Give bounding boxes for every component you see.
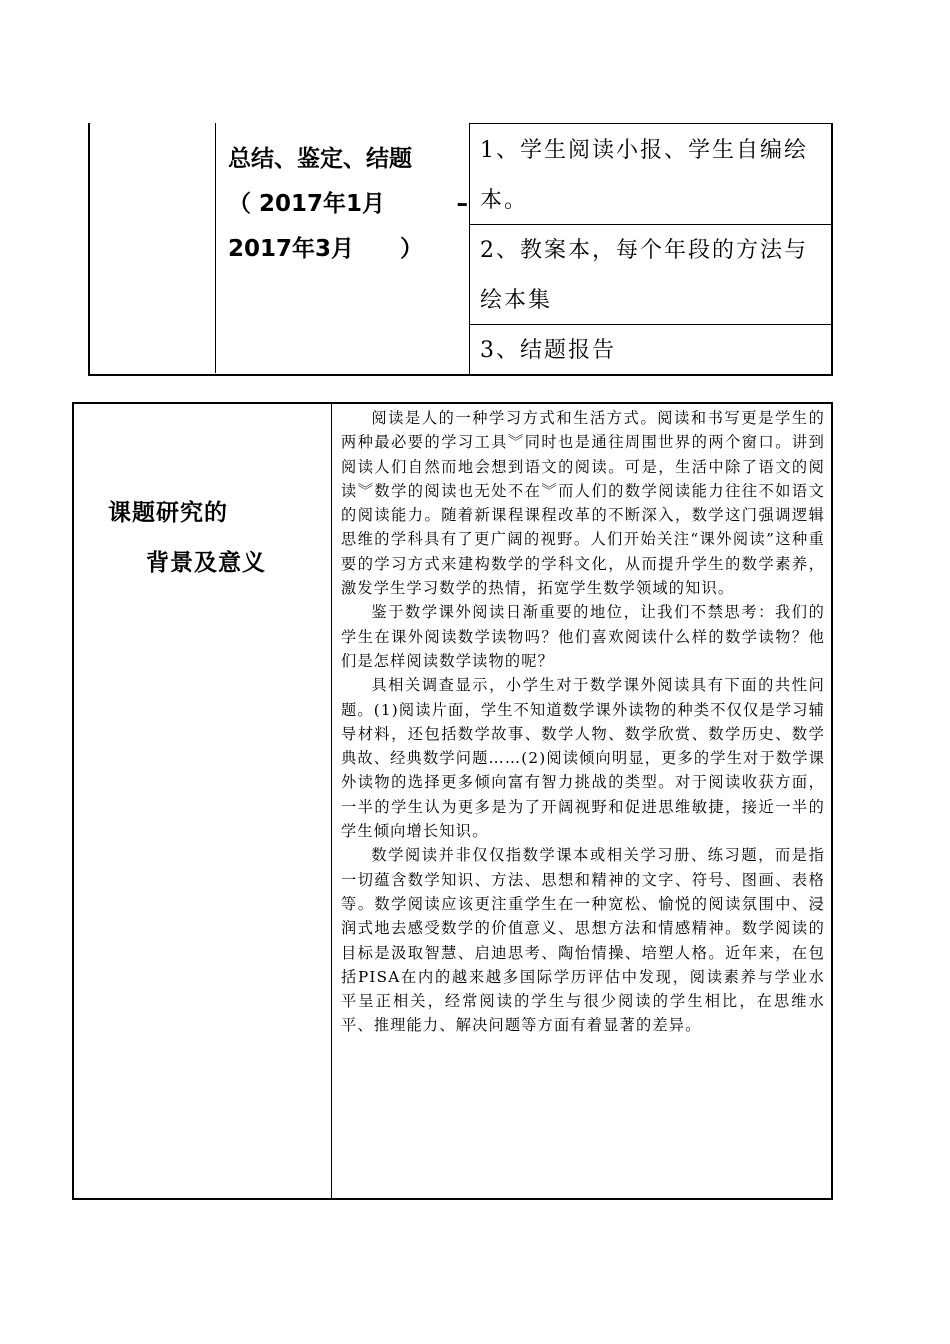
section-label-line2: 背景及意义	[146, 550, 266, 576]
table-column-divider	[331, 404, 332, 1198]
table-border-left	[88, 123, 90, 376]
phase-date-dash: –	[456, 191, 468, 217]
phase-start-date: （ 2017年1月	[228, 191, 386, 217]
plan-table	[88, 123, 833, 376]
phase-end-date: 2017年3月 ）	[228, 236, 424, 262]
table-border-col1	[215, 123, 216, 373]
phase-title: 总结、鉴定、结题	[228, 146, 412, 172]
table-border-right	[831, 123, 833, 376]
result-item: 2、教案本，每个年段的方法与绘本集	[480, 238, 808, 313]
section-label-line1: 课题研究的	[108, 500, 228, 526]
paragraph: 阅读是人的一种学习方式和生活方式。阅读和书写更是学生的两种最必要的学习工具︾同时也是通往周围世界的两个窗口。讲到阅读人们自然而地会想到语文的阅读。可是，生活中除了语文的阅读︾数学的阅读也无处不在︾而人们的数学阅读能力往往不如语文的阅读能力。随着新课程课程改革的不断深入，数学这门强调逻辑思维的学科具有了更广阔的视野。人们开始关注“课外阅读”这种重要的学习方式来建构数学的学科文化，从而提升学生的数学素养，激发学生学习数学的热情，拓宽学生数学领域的知识。	[341, 409, 825, 598]
background-table	[72, 402, 833, 1200]
paragraph: 鉴于数学课外阅读日渐重要的地位，让我们不禁思考：我们的学生在课外阅读数学读物吗？他们喜欢阅读什么样的数学读物？他们是怎样阅读数学读物的呢？	[341, 603, 825, 670]
result-item: 1、学生阅读小报、学生自编绘本。	[480, 138, 808, 213]
paragraph: 具相关调查显示，小学生对于数学课外阅读具有下面的共性问题。(1)阅读片面，学生不知道数学课外读物的种类不仅仅是学习辅导材料，还包括数学故事、数学人物、数学欣赏、数学历史、数学典故、经典数学问题……(2)阅读倾向明显，更多的学生对于数学课外读物的选择更多倾向富有智力挑战的类型。对于阅读收获方面，一半的学生认为更多是为了开阔视野和促进思维敏捷，接近一半的学生倾向增长知识。	[341, 676, 825, 841]
phase-cell	[228, 137, 468, 272]
section-content	[341, 406, 825, 1038]
table-border-top	[469, 123, 833, 124]
table-border-col2	[469, 123, 470, 376]
paragraph: 数学阅读并非仅仅指数学课本或相关学习册、练习题，而是指一切蕴含数学知识、方法、思想和精神的文字、符号、图画、表格等。数学阅读应该更注重学生在一种宽松、愉悦的阅读氛围中、浸润式地去感受数学的价值意义、思想方法和情感精神。数学阅读的目标是汲取智慧、启迪思考、陶怡情操、培塑人格。近年来，在包括PISA在内的越来越多国际学历评估中发现，阅读素养与学业水平呈正相关，经常阅读的学生与很少阅读的学生相比，在思维水平、推理能力、解决问题等方面有着显著的差异。	[341, 846, 825, 1035]
result-item: 3、结题报告	[480, 338, 616, 363]
